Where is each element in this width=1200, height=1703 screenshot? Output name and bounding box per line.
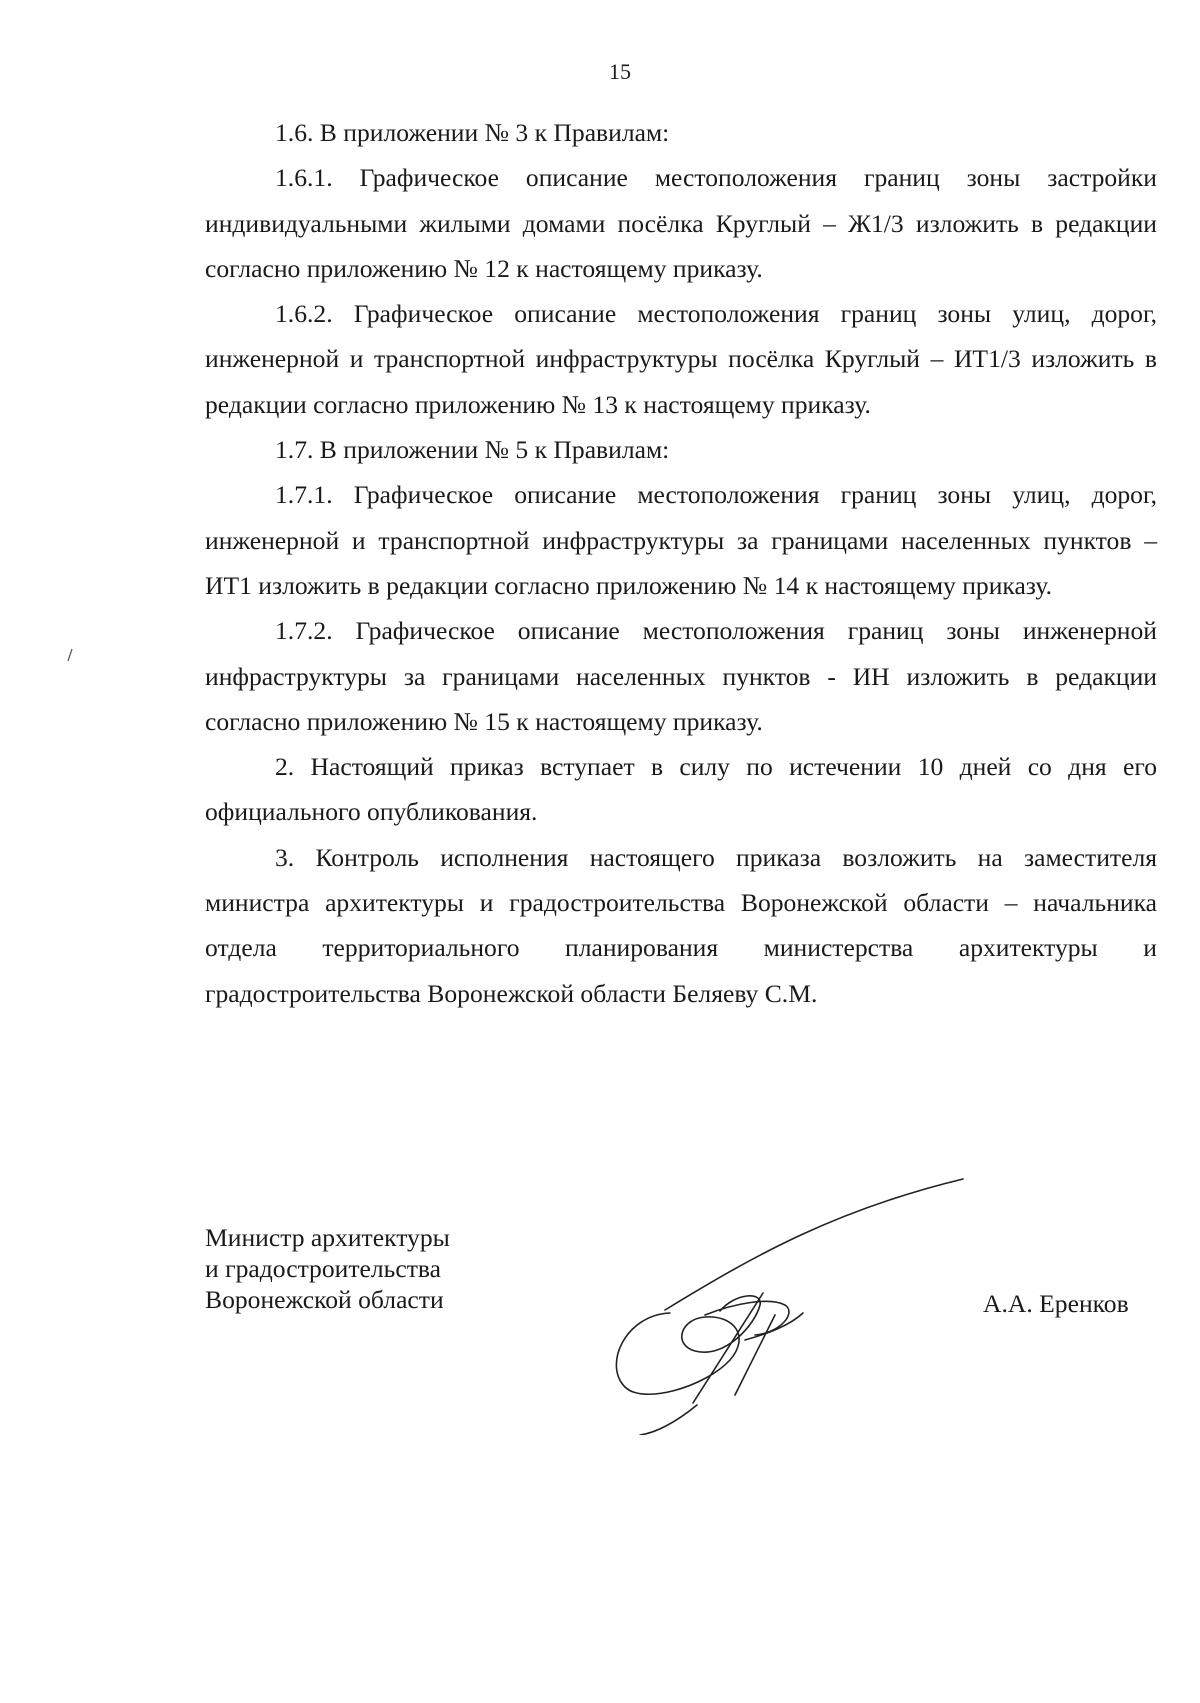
- paragraph-1-7: 1.7. В приложении № 5 к Правилам:: [275, 435, 670, 465]
- handwritten-signature: [585, 1165, 975, 1435]
- paragraph-2: 2. Настоящий приказ вступает в силу по истечении 10 дней со дня его официального опубликования.: [205, 752, 1157, 827]
- signatory-position-line-2: и градостроительства: [205, 1254, 441, 1283]
- signatory-position: [205, 1222, 450, 1315]
- scan-artifact-mark: [66, 648, 74, 662]
- paragraph-3: 3. Контроль исполнения настоящего приказа возложить на заместителя министра архитектуры и градостроительства Воронежской области – начальника отдела территориального планирования министерства архитектуры и градостроительства Воронежской области Беляеву С.М.: [205, 842, 1157, 1008]
- document-body: [205, 110, 1157, 1016]
- page-number: 15: [609, 59, 631, 84]
- paragraph-1-6-2: 1.6.2. Графическое описание местоположения границ зоны улиц, дорог, инженерной и транспортной инфраструктуры посёлка Круглый – ИТ1/3 изложить в редакции согласно приложению № 13 к настоящему приказу.: [205, 299, 1157, 419]
- signatory-position-line-3: Воронежской области: [205, 1285, 444, 1314]
- paragraph-1-7-1: 1.7.1. Графическое описание местоположения границ зоны улиц, дорог, инженерной и транспортной инфраструктуры за границами населенных пунктов – ИТ1 изложить в редакции согласно приложению № 14 к настоящему приказу.: [205, 480, 1157, 600]
- signatory-position-line-1: Министр архитектуры: [205, 1223, 450, 1252]
- paragraph-1-6-1: 1.6.1. Графическое описание местоположения границ зоны застройки индивидуальными жилыми домами посёлка Круглый – Ж1/3 изложить в редакции согласно приложению № 12 к настоящему приказу.: [205, 163, 1157, 283]
- signatory-name: А.А. Еренков: [983, 1289, 1129, 1318]
- paragraph-1-7-2: 1.7.2. Графическое описание местоположения границ зоны инженерной инфраструктуры за границами населенных пунктов - ИН изложить в редакции согласно приложению № 15 к настоящему приказу.: [205, 616, 1157, 736]
- paragraph-1-6: 1.6. В приложении № 3 к Правилам:: [275, 118, 670, 147]
